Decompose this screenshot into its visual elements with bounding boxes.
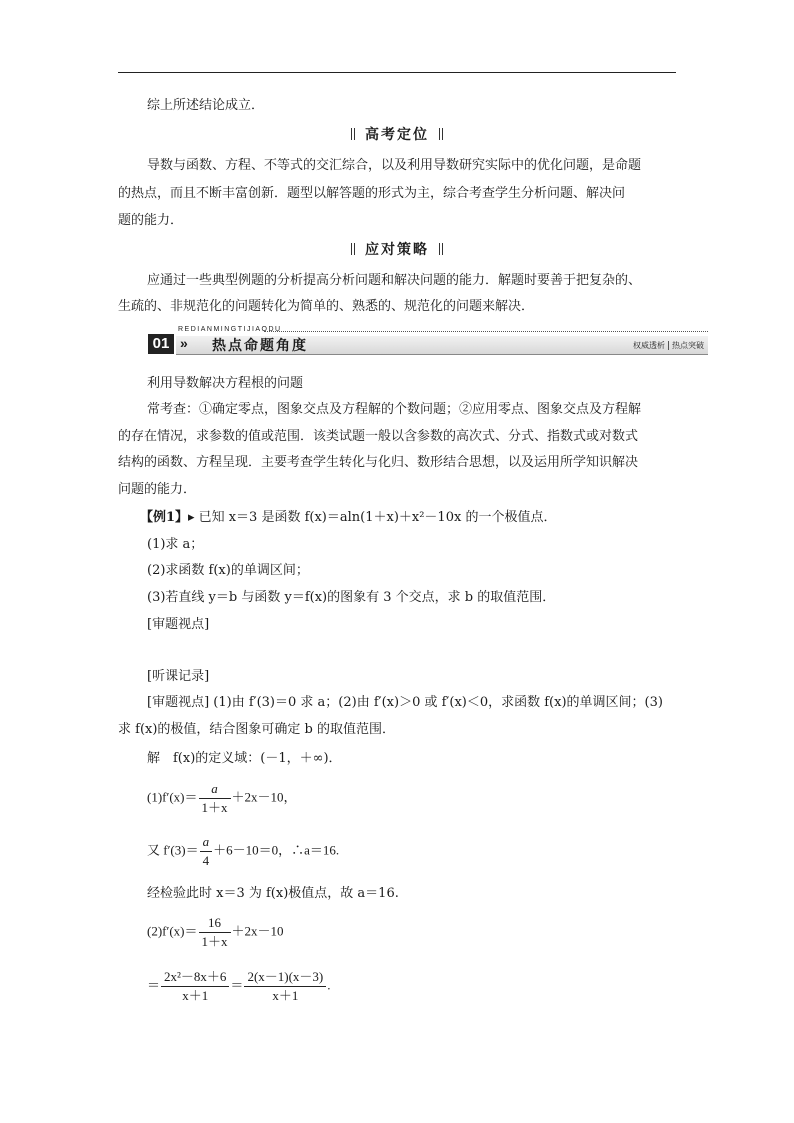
topic-line-1: 常考查：①确定零点，图象交点及方程解的个数问题；②应用零点、图象交点及方程解 [147, 402, 642, 417]
example-marker: ▸ [188, 510, 195, 525]
heading-bar-right [439, 243, 443, 255]
s5-eq2: ＝ [230, 977, 244, 993]
section-banner [148, 326, 708, 360]
s2-den: 4 [202, 853, 210, 868]
strategy-heading [0, 240, 794, 260]
example-statement-line [140, 505, 556, 531]
s5-num2: 2(x－1)(x－3) [244, 968, 326, 987]
banner-title: 热点命题角度 [212, 338, 308, 354]
heading-bar-left [351, 128, 355, 140]
s4-lhs: (2)f′(x)＝ [147, 923, 198, 939]
s4-den: 1＋x [201, 934, 228, 949]
s2-num: a [200, 833, 213, 852]
topic-line-3: 结构的函数、方程呈现．主要考查学生转化与化归、数形结合思想，以及运用所学知识解决 [118, 455, 639, 470]
s5-num1: 2x²－8x＋6 [161, 968, 229, 987]
s5-den2: x＋1 [272, 988, 299, 1003]
heading-bar-left [351, 243, 355, 255]
s1-lhs: (1)f′(x)＝ [147, 789, 198, 805]
s1-rest: ＋2x－10， [231, 789, 297, 805]
banner-right-sep [668, 341, 669, 350]
banner-number-box [148, 334, 174, 354]
banner-right-a: 权威透析 [633, 341, 665, 350]
tingke-label: [听课记录] [147, 669, 210, 684]
example-label: 【例1】 [140, 510, 189, 525]
hint-line-2: 求 f(x)的极值，结合图象可确定 b 的取值范围． [118, 722, 396, 737]
s5-end: . [327, 977, 331, 993]
question-1: (1)求 a； [147, 537, 204, 552]
strategy-line-2: 生疏的、非规范化的问题转化为简单的、熟悉的、规范化的问题来解决． [118, 299, 535, 314]
solution-intro: 解 f(x)的定义域：(－1，＋∞)． [147, 751, 342, 766]
heading-bar-right [439, 128, 443, 140]
question-2: (2)求函数 f(x)的单调区间； [147, 563, 309, 578]
top-rule [118, 72, 676, 73]
topic-line-4: 问题的能力． [118, 482, 197, 497]
example-statement: 已知 x＝3 是函数 f(x)＝aln(1＋x)＋x²－10x 的一个极值点． [198, 510, 557, 525]
gaokao-heading-text: 高考定位 [365, 127, 429, 143]
banner-right-b: 热点突破 [672, 341, 704, 350]
gaokao-line-1: 导数与函数、方程、不等式的交汇综合，以及利用导数研究实际中的优化问题，是命题 [147, 158, 642, 173]
s1-num: a [199, 780, 231, 799]
s1-fraction [199, 780, 231, 817]
s5-den1: x＋1 [182, 988, 209, 1003]
solution-step-2 [147, 833, 339, 870]
gaokao-line-3: 题的能力． [118, 213, 184, 228]
s5-eq: ＝ [147, 977, 161, 993]
strategy-line-1: 应通过一些典型例题的分析提高分析问题和解决问题的能力．解题时要善于把复杂的、 [147, 273, 642, 288]
question-3: (3)若直线 y＝b 与函数 y＝f(x)的图象有 3 个交点，求 b 的取值范围． [147, 590, 556, 605]
conclusion-text: 综上所述结论成立． [147, 98, 265, 113]
banner-arrows: » [180, 335, 188, 351]
banner-dotted-rule [264, 331, 708, 332]
s5-fraction-1 [161, 968, 229, 1005]
s2-rest: ＋6－10＝0，∴a＝16. [213, 842, 340, 858]
solution-step-4 [147, 914, 284, 951]
topic-title: 利用导数解决方程根的问题 [147, 376, 304, 391]
banner-right [633, 339, 704, 353]
s1-den: 1＋x [201, 800, 228, 815]
s5-fraction-2 [244, 968, 326, 1005]
s4-num: 16 [199, 914, 231, 933]
s4-rest: ＋2x－10 [231, 923, 284, 939]
s4-fraction [199, 914, 231, 951]
topic-line-2: 的存在情况，求参数的值或范围．该类试题一般以含参数的高次式、分式、指数式或对数式 [118, 429, 639, 444]
hint-line-1: [审题视点] (1)由 f′(3)＝0 求 a；(2)由 f′(x)＞0 或 f′(x)＜0，求函数 f(x)的单调区间；(3) [147, 695, 663, 710]
s2-lhs: 又 f′(3)＝ [147, 842, 199, 858]
s2-fraction [200, 833, 213, 870]
solution-step-5 [147, 968, 331, 1005]
solution-step-1 [147, 780, 297, 817]
gaokao-line-2: 的热点，而且不断丰富创新．题型以解答题的形式为主，综合考查学生分析问题、解决问 [118, 186, 626, 201]
banner-pinyin: REDIANMINGTIJIAODU [178, 326, 282, 333]
solution-step-3: 经检验此时 x＝3 为 f(x)极值点，故 a＝16. [147, 886, 399, 901]
shenti-label: [审题视点] [147, 617, 210, 632]
strategy-heading-text: 应对策略 [365, 242, 429, 258]
gaokao-heading [0, 125, 794, 145]
banner-number: 01 [152, 335, 170, 352]
